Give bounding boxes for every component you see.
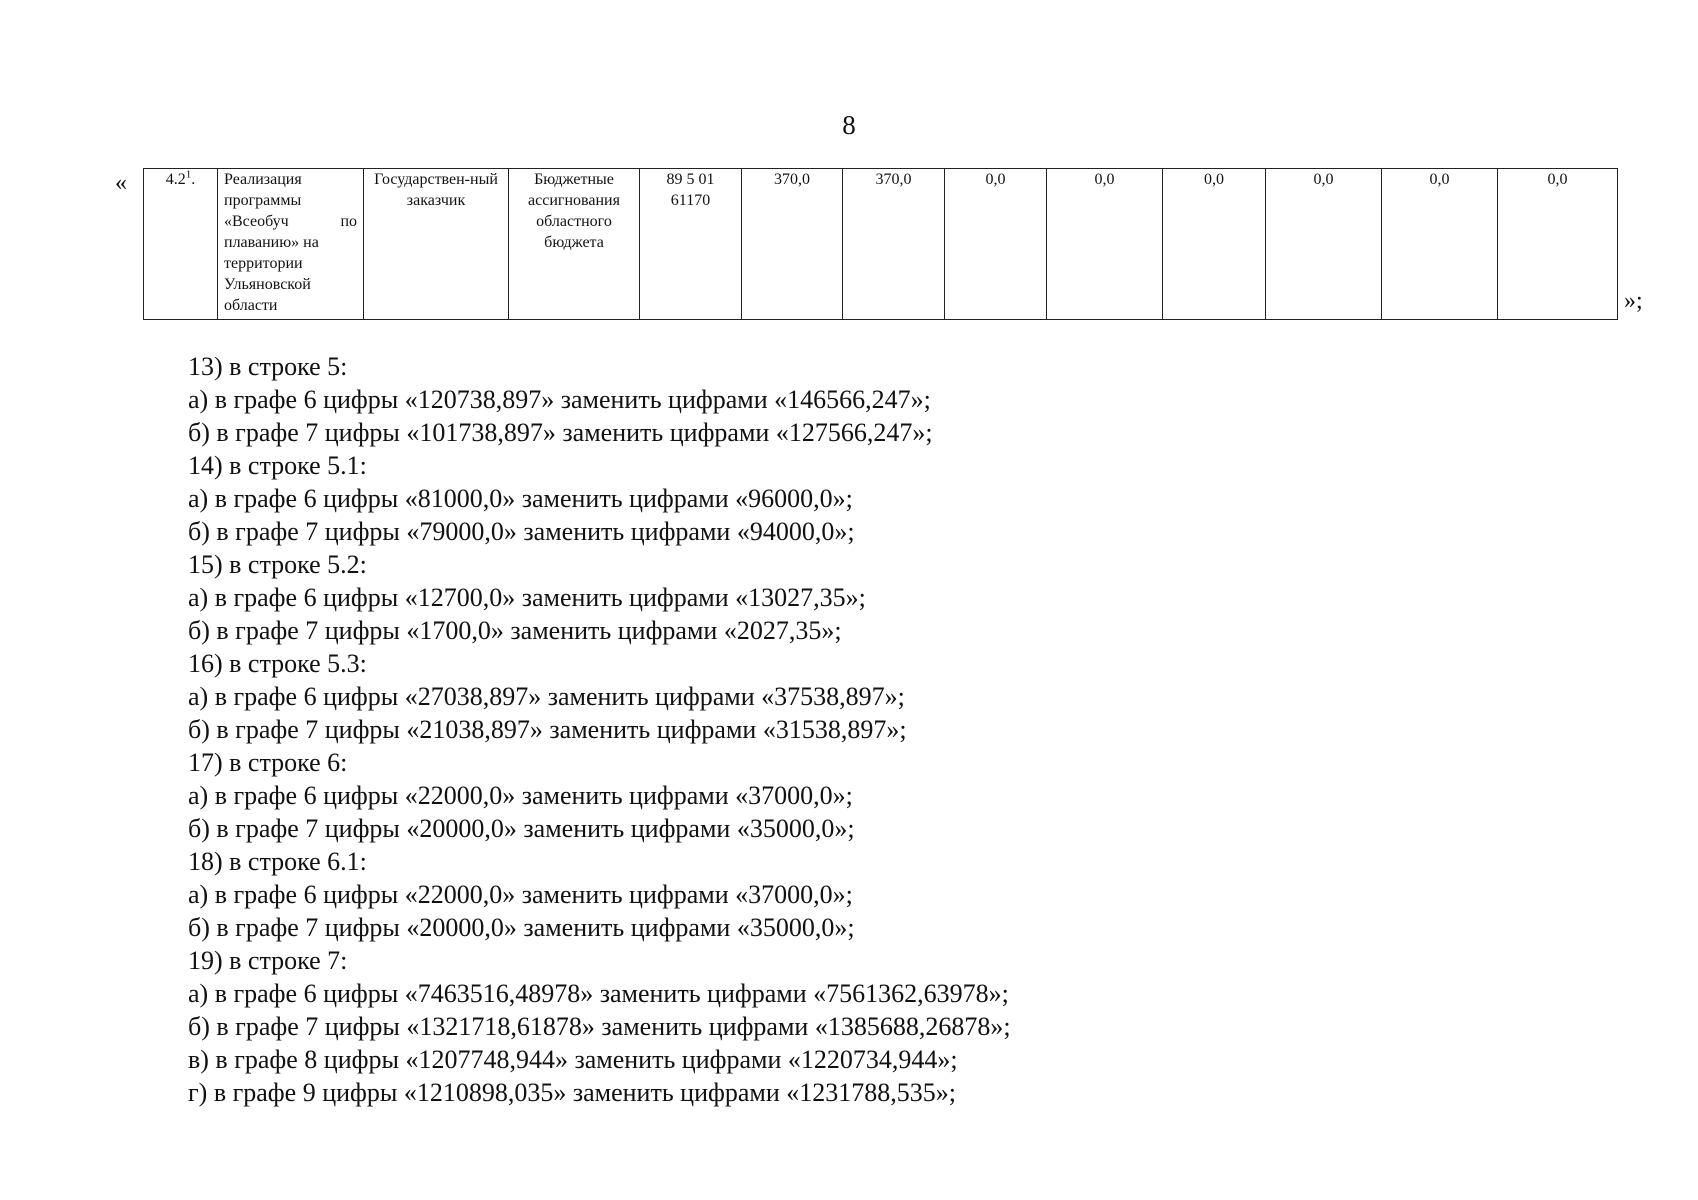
amendment-line: б) в графе 7 цифры «20000,0» заменить цифрами «35000,0»; [188, 913, 855, 942]
amendment-line: а) в графе 6 цифры «120738,897» заменить цифрами «146566,247»; [188, 385, 931, 414]
amendment-line: б) в графе 7 цифры «1321718,61878» заменить цифрами «1385688,26878»; [188, 1012, 1011, 1041]
cell-value: 0,0 [1047, 169, 1163, 320]
cell-value: 0,0 [945, 169, 1047, 320]
opening-quote: « [115, 170, 127, 196]
closing-quote: »; [1624, 288, 1643, 314]
amendment-line: 14) в строке 5.1: [188, 451, 367, 480]
amendment-line: 17) в строке 6: [188, 748, 348, 777]
cell-budget-code: 89 5 01 61170 [640, 169, 742, 320]
amendment-line: 16) в строке 5.3: [188, 649, 367, 678]
table-row [144, 169, 1618, 320]
cell-value: 0,0 [1266, 169, 1382, 320]
amendment-line: а) в графе 6 цифры «81000,0» заменить цифрами «96000,0»; [188, 484, 853, 513]
page-number: 8 [842, 110, 856, 140]
amendment-line: б) в графе 7 цифры «79000,0» заменить цифрами «94000,0»; [188, 517, 855, 546]
cell-value: 0,0 [1498, 169, 1618, 320]
amendment-line: г) в графе 9 цифры «1210898,035» заменить цифрами «1231788,535»; [188, 1078, 956, 1107]
amendment-list [188, 350, 1011, 1109]
amendment-table [143, 168, 1618, 320]
amendment-line: б) в графе 7 цифры «1700,0» заменить цифрами «2027,35»; [188, 616, 842, 645]
cell-executor: Государствен-ный заказчик [364, 169, 509, 320]
amendment-line: 15) в строке 5.2: [188, 550, 367, 579]
amendment-line: а) в графе 6 цифры «22000,0» заменить цифрами «37000,0»; [188, 781, 853, 810]
cell-value: 370,0 [742, 169, 843, 320]
amendment-line: б) в графе 7 цифры «21038,897» заменить цифрами «31538,897»; [188, 715, 907, 744]
amendment-line: в) в графе 8 цифры «1207748,944» заменить цифрами «1220734,944»; [188, 1045, 958, 1074]
amendment-line: 13) в строке 5: [188, 352, 348, 381]
cell-measure-name: Реализация программы «Всеобуч по плаванию» на территории Ульяновской области [218, 169, 364, 320]
amendment-line: б) в графе 7 цифры «101738,897» заменить цифрами «127566,247»; [188, 418, 933, 447]
amendment-line: 18) в строке 6.1: [188, 847, 367, 876]
cell-value: 0,0 [1382, 169, 1498, 320]
amendment-line: а) в графе 6 цифры «7463516,48978» заменить цифрами «7561362,63978»; [188, 979, 1009, 1008]
cell-value: 370,0 [843, 169, 945, 320]
amendment-line: а) в графе 6 цифры «12700,0» заменить цифрами «13027,35»; [188, 583, 866, 612]
amendment-line: а) в графе 6 цифры «22000,0» заменить цифрами «37000,0»; [188, 880, 853, 909]
cell-funding-source: Бюджетные ассигнования областного бюджета [509, 169, 640, 320]
amendment-line: 19) в строке 7: [188, 946, 348, 975]
amendment-line: а) в графе 6 цифры «27038,897» заменить цифрами «37538,897»; [188, 682, 905, 711]
amendment-line: б) в графе 7 цифры «20000,0» заменить цифрами «35000,0»; [188, 814, 855, 843]
cell-row-number: $4.2^1$. [144, 169, 218, 320]
cell-value: 0,0 [1163, 169, 1266, 320]
